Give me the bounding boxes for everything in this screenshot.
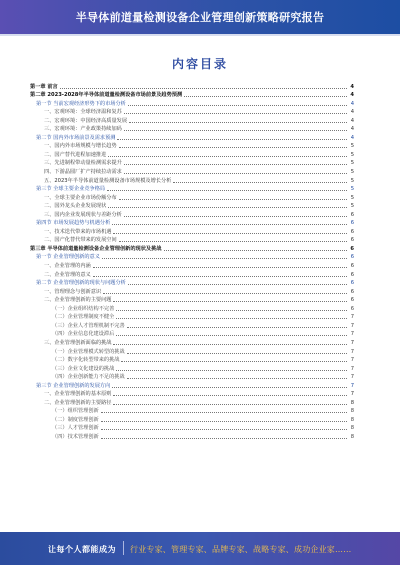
toc-entry-label: （一）组织管理创新 [52, 408, 99, 415]
toc-leader-dots [93, 267, 347, 268]
toc-leader-dots [124, 216, 347, 217]
toc-entry[interactable] [30, 398, 354, 407]
toc-entry-label: 二、企业管理的意义 [44, 271, 91, 278]
toc-entry[interactable] [30, 108, 354, 117]
toc-leader-dots [113, 233, 347, 234]
toc-leader-dots [101, 412, 347, 413]
toc-entry-page: 4 [350, 83, 354, 90]
toc-entry-label: 二、企业管理创新的主要问题 [44, 297, 112, 304]
toc-entry-label: （二）制度管理创新 [52, 416, 99, 423]
toc-entry[interactable] [30, 296, 354, 305]
toc-entry-page: 7 [350, 382, 354, 389]
toc-entry[interactable] [30, 424, 354, 433]
toc-entry-page: 5 [350, 143, 354, 150]
toc-leader-dots [60, 88, 347, 89]
toc-entry-label: （三）企业文化建设的挑战 [52, 365, 115, 372]
toc-entry-page: 5 [350, 203, 354, 210]
toc-entry-label: （二）企业管理制度不健全 [52, 314, 115, 321]
toc-entry-label: 一、企业管理创新的基本原则 [44, 391, 112, 398]
toc-leader-dots [116, 335, 347, 336]
toc-entry-page: 6 [350, 228, 354, 235]
toc-entry-label: 三、国内企业发展现状与差距分析 [44, 211, 122, 218]
toc-entry-label: 二、国产替代进程加速推进 [44, 151, 107, 158]
toc-leader-dots [108, 207, 347, 208]
toc-entry[interactable] [30, 330, 354, 339]
toc-entry-page: 5 [350, 186, 354, 193]
footer-divider [123, 541, 124, 555]
toc-entry-label: 第二章 2023-2028年半导体前道量检测设备市场前景及趋势预测 [30, 92, 183, 99]
toc-entry-page: 7 [350, 374, 354, 381]
toc-entry-page: 6 [350, 288, 354, 295]
toc-entry-page: 5 [350, 194, 354, 201]
toc-leader-dots [112, 224, 347, 225]
toc-entry-label: （三）人才管理创新 [52, 425, 99, 432]
toc-entry[interactable] [30, 219, 354, 228]
header-divider [0, 34, 400, 36]
report-header [0, 0, 400, 34]
toc-entry[interactable] [30, 415, 354, 424]
toc-entry-page: 8 [350, 416, 354, 423]
toc-leader-dots [128, 105, 347, 106]
toc-leader-dots [101, 438, 347, 439]
toc-entry-page: 7 [350, 365, 354, 372]
toc-entry[interactable] [30, 210, 354, 219]
toc-title: 内容目录 [171, 57, 228, 71]
toc-entry-label: 一、企业管理的内涵 [44, 263, 91, 270]
toc-entry[interactable] [30, 253, 354, 262]
toc-entry-label: （三）企业人才管理机制不完善 [52, 322, 125, 329]
toc-entry-label: 二、企业管理创新的主要路径 [44, 399, 112, 406]
toc-entry[interactable] [30, 82, 354, 91]
toc-entry[interactable] [30, 244, 354, 253]
toc-entry-page: 8 [350, 425, 354, 432]
toc-entry[interactable] [30, 407, 354, 416]
toc-entry-label: 第三章 半导体前道量检测设备企业管理创新的现状及挑战 [30, 245, 162, 252]
toc-entry-page: 4 [350, 92, 354, 99]
toc-leader-dots [116, 370, 347, 371]
toc-leader-dots [127, 353, 347, 354]
toc-entry-page: 6 [350, 211, 354, 218]
toc-leader-dots [127, 378, 347, 379]
toc-entry-label: 第二节 企业管理创新的现状与问题分析 [36, 280, 126, 287]
toc-entry[interactable] [30, 304, 354, 313]
toc-entry-page: 6 [350, 305, 354, 312]
toc-entry[interactable] [30, 227, 354, 236]
toc-entry-label: 二、国产化替代带来的发展空间 [44, 237, 117, 244]
toc-leader-dots [124, 130, 347, 131]
toc-entry[interactable] [30, 236, 354, 245]
toc-entry-label: 一、国内外市场规模与增长趋势 [44, 143, 117, 150]
toc-entry-page: 4 [350, 109, 354, 116]
toc-leader-dots [107, 190, 347, 191]
toc-entry-label: （四）技术管理创新 [52, 433, 99, 440]
toc-entry-page: 6 [350, 220, 354, 227]
toc-entry[interactable] [30, 193, 354, 202]
toc-entry-page: 7 [350, 331, 354, 338]
toc-entry-label: （四）企业信息化建设滞后 [52, 331, 115, 338]
toc-entry[interactable] [30, 356, 354, 365]
toc-entry-label: 五、2023年半导体前道量检测设备市场规模及增长分析 [44, 177, 172, 184]
toc-entry[interactable] [30, 338, 354, 347]
toc-entry-page: 8 [350, 433, 354, 440]
toc-leader-dots [124, 173, 347, 174]
toc-entry-label: （一）企业组织结构不完善 [52, 305, 115, 312]
footer-slogan: 让每个人都能成为 [48, 545, 116, 554]
toc-entry-page: 7 [350, 322, 354, 329]
toc-entry-page: 5 [350, 151, 354, 158]
toc-leader-dots [124, 113, 347, 114]
toc-entry[interactable] [30, 373, 354, 382]
toc-entry-page: 6 [350, 254, 354, 261]
toc-entry-page: 7 [350, 391, 354, 398]
toc-entry[interactable] [30, 116, 354, 125]
toc-leader-dots [117, 139, 347, 140]
toc-entry-page: 8 [350, 399, 354, 406]
toc-entry-label: 第一章 前言 [30, 83, 58, 90]
toc-leader-dots [124, 164, 347, 165]
toc-entry-label: （二）数字化转型带来的挑战 [52, 357, 120, 364]
toc-entry[interactable] [30, 142, 354, 151]
toc-entry-page: 6 [350, 280, 354, 287]
toc-entry-page: 5 [350, 160, 354, 167]
toc-leader-dots [113, 301, 347, 302]
toc-entry[interactable] [30, 347, 354, 356]
toc-leader-dots [184, 96, 347, 97]
toc-leader-dots [103, 293, 347, 294]
toc-entry-label: （一）企业管理模式转型的挑战 [52, 348, 125, 355]
toc-entry[interactable] [30, 150, 354, 159]
toc-entry-page: 8 [350, 408, 354, 415]
toc-entry[interactable] [30, 287, 354, 296]
report-title: 半导体前道量检测设备企业管理创新策略研究报告 [75, 11, 325, 24]
toc-entry-label: 第二节 国内外市场前景及需求预测 [36, 134, 116, 141]
toc-entry-page: 4 [350, 117, 354, 124]
toc-entry[interactable] [30, 390, 354, 399]
toc-entry-page: 6 [350, 297, 354, 304]
toc-entry-label: （四）企业创新能力不足的挑战 [52, 374, 125, 381]
toc-entry-label: 一、技术迭代带来的市场机遇 [44, 228, 112, 235]
toc-entry-page: 4 [350, 134, 354, 141]
toc-leader-dots [113, 344, 347, 345]
toc-entry-page: 6 [350, 245, 354, 252]
toc-entry-page: 6 [350, 237, 354, 244]
footer-tagline: 行业专家、管理专家、品牌专家、战略专家、成功企业家…… [130, 545, 352, 554]
toc-entry[interactable] [30, 321, 354, 330]
toc-entry[interactable] [30, 313, 354, 322]
toc-entry-page: 4 [350, 126, 354, 133]
toc-entry[interactable] [30, 125, 354, 134]
toc-entry[interactable] [30, 185, 354, 194]
toc-entry-page: 7 [350, 348, 354, 355]
toc-leader-dots [173, 182, 347, 183]
toc-entry-page: 5 [350, 177, 354, 184]
toc-entry[interactable] [30, 133, 354, 142]
toc-entry-label: 三、宏观环境：产业政策持续加码 [44, 126, 122, 133]
toc-entry-page: 7 [350, 357, 354, 364]
toc-entry[interactable] [30, 270, 354, 279]
toc-entry[interactable] [30, 159, 354, 168]
toc-entry[interactable] [30, 99, 354, 108]
toc-entry-label: 第三节 全球主要企业竞争格局 [36, 186, 106, 193]
toc-entry[interactable] [30, 167, 354, 176]
toc-entry-label: 一、全球主要企业市场份额分布 [44, 194, 117, 201]
toc-leader-dots [164, 250, 348, 251]
toc-entry-label: 一、管理理念与创新意识 [44, 288, 102, 295]
toc-leader-dots [119, 147, 347, 148]
toc-leader-dots [116, 310, 347, 311]
toc-entry-page: 6 [350, 271, 354, 278]
table-of-contents [30, 82, 354, 441]
toc-entry-label: 二、国外龙头企业发展现状 [44, 203, 107, 210]
toc-leader-dots [113, 404, 347, 405]
toc-entry-label: 一、宏观环境：全球经济温和复苏 [44, 109, 122, 116]
toc-entry-label: 四、下游晶圆厂扩产持续拉动需求 [44, 169, 122, 176]
toc-entry[interactable] [30, 432, 354, 441]
toc-leader-dots [112, 387, 347, 388]
toc-entry-page: 5 [350, 169, 354, 176]
toc-leader-dots [113, 395, 347, 396]
toc-leader-dots [121, 361, 347, 362]
toc-leader-dots [101, 421, 347, 422]
toc-entry-label: 三、企业管理创新面临的挑战 [44, 339, 112, 346]
toc-leader-dots [101, 429, 347, 430]
toc-leader-dots [116, 318, 347, 319]
toc-entry[interactable] [30, 176, 354, 185]
toc-entry-page: 4 [350, 100, 354, 107]
toc-entry-label: 第三节 企业管理创新的发展方向 [36, 382, 111, 389]
toc-entry[interactable] [30, 279, 354, 288]
toc-entry-label: 第一节 企业管理创新的意义 [36, 254, 100, 261]
toc-entry[interactable] [30, 381, 354, 390]
toc-entry-label: 第一节 当前宏观经济形势下的市场分析 [36, 100, 126, 107]
toc-leader-dots [108, 156, 347, 157]
toc-entry-label: 三、先进制程带动量检测需求提升 [44, 160, 122, 167]
toc-leader-dots [93, 276, 347, 277]
toc-entry[interactable] [30, 261, 354, 270]
toc-entry-page: 7 [350, 339, 354, 346]
toc-leader-dots [129, 122, 347, 123]
toc-entry[interactable] [30, 91, 354, 100]
toc-leader-dots [127, 327, 347, 328]
toc-leader-dots [119, 199, 347, 200]
toc-leader-dots [102, 258, 347, 259]
toc-entry[interactable] [30, 202, 354, 211]
toc-leader-dots [128, 284, 347, 285]
toc-entry-page: 6 [350, 263, 354, 270]
page-footer [0, 532, 400, 565]
toc-entry-page: 7 [350, 314, 354, 321]
toc-entry-label: 二、宏观环境：中国经济高质量发展 [44, 117, 128, 124]
toc-leader-dots [119, 241, 347, 242]
toc-entry-label: 第四节 市场发展趋势与机遇分析 [36, 220, 111, 227]
toc-entry[interactable] [30, 364, 354, 373]
